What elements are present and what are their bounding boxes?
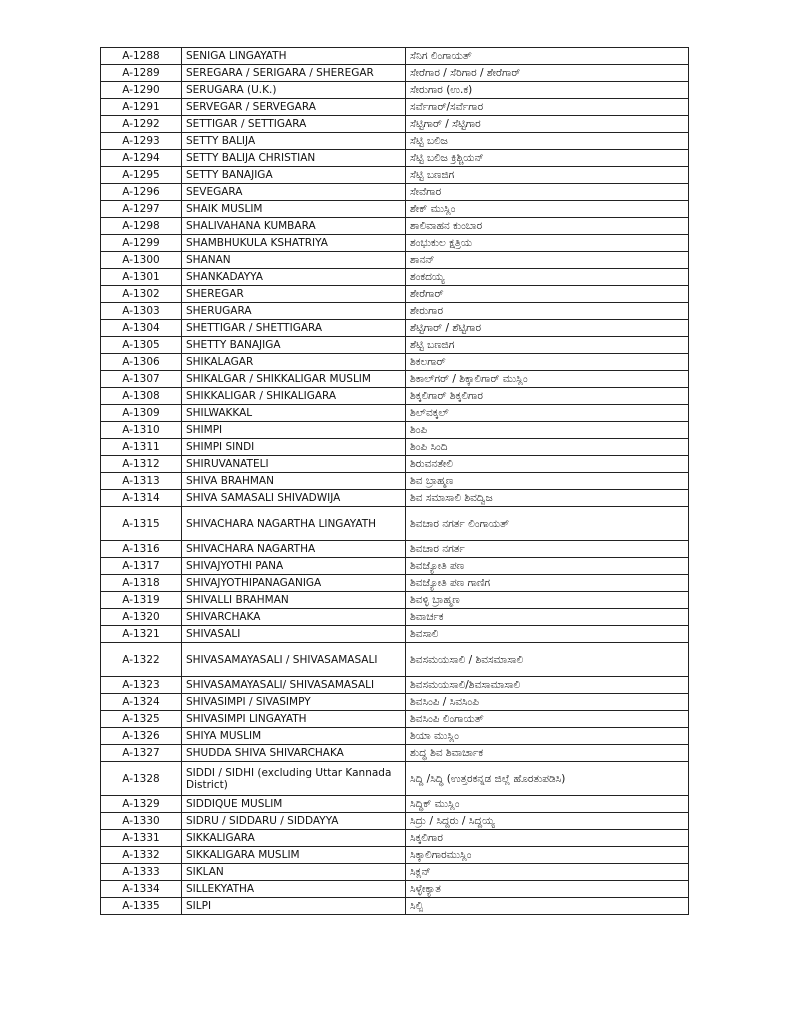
name-cell: SHANAN <box>182 252 406 269</box>
table-row <box>101 405 689 422</box>
kannada-name-cell: ಸೆಟ್ಟಿ ಬಣಜಿಗ <box>406 167 689 184</box>
code-cell: A-1299 <box>101 235 182 252</box>
kannada-name-cell: ಶಿಕ್ಕಲಿಗಾರ್ ಶಿಕ್ಕಲಿಗಾರ <box>406 388 689 405</box>
code-cell: A-1292 <box>101 116 182 133</box>
code-cell: A-1312 <box>101 456 182 473</box>
table-row <box>101 881 689 898</box>
kannada-name-cell: ಶಿಂಪಿ <box>406 422 689 439</box>
code-cell: A-1328 <box>101 762 182 796</box>
code-cell: A-1319 <box>101 592 182 609</box>
code-cell: A-1302 <box>101 286 182 303</box>
kannada-name-cell: ಶಿವಸಾಲಿ <box>406 626 689 643</box>
table-row <box>101 813 689 830</box>
kannada-name-cell: ಶುದ್ಧ ಶಿವ ಶಿವಾರ್ಚಾಕ <box>406 745 689 762</box>
code-cell: A-1314 <box>101 490 182 507</box>
code-cell: A-1327 <box>101 745 182 762</box>
code-cell: A-1334 <box>101 881 182 898</box>
name-cell: SHIMPI <box>182 422 406 439</box>
code-cell: A-1289 <box>101 65 182 82</box>
name-cell: SHIVASIMPI / SIVASIMPY <box>182 694 406 711</box>
kannada-name-cell: ಶೆಟ್ಟಿಗಾರ್ / ಶೆಟ್ಟಿಗಾರ <box>406 320 689 337</box>
name-cell: SIDDIQUE MUSLIM <box>182 796 406 813</box>
table-row <box>101 626 689 643</box>
name-cell: SERUGARA (U.K.) <box>182 82 406 99</box>
name-cell: SILPI <box>182 898 406 915</box>
table-row <box>101 184 689 201</box>
kannada-name-cell: ಶಿವಚಾರ ನಗರ್ತ ಲಿಂಗಾಯತ್ <box>406 507 689 541</box>
name-cell: SHIVASIMPI LINGAYATH <box>182 711 406 728</box>
code-cell: A-1290 <box>101 82 182 99</box>
table-row <box>101 728 689 745</box>
table-row <box>101 48 689 65</box>
code-cell: A-1303 <box>101 303 182 320</box>
name-cell: SHEREGAR <box>182 286 406 303</box>
name-cell: SHIRUVANATELI <box>182 456 406 473</box>
kannada-name-cell: ಶೇರೆಗಾರ್ <box>406 286 689 303</box>
name-cell: SHIVASAMAYASALI/ SHIVASAMASALI <box>182 677 406 694</box>
name-cell: SHIVACHARA NAGARTHA LINGAYATH <box>182 507 406 541</box>
table-row <box>101 558 689 575</box>
kannada-name-cell: ಸೆಟ್ಟಿ ಬಲಿಜ <box>406 133 689 150</box>
name-cell: SHETTIGAR / SHETTIGARA <box>182 320 406 337</box>
code-cell: A-1295 <box>101 167 182 184</box>
name-cell: SHIVACHARA NAGARTHA <box>182 541 406 558</box>
table-row <box>101 575 689 592</box>
table-row <box>101 201 689 218</box>
code-cell: A-1333 <box>101 864 182 881</box>
name-cell: SIDDI / SIDHI (excluding Uttar Kannada District) <box>182 762 406 796</box>
name-cell: SHIVARCHAKA <box>182 609 406 626</box>
code-cell: A-1300 <box>101 252 182 269</box>
name-cell: SHAIK MUSLIM <box>182 201 406 218</box>
table-row <box>101 592 689 609</box>
table-row <box>101 303 689 320</box>
kannada-name-cell: ಶೇಕ್ ಮುಸ್ಲಿಂ <box>406 201 689 218</box>
table-row <box>101 116 689 133</box>
name-cell: SHILWAKKAL <box>182 405 406 422</box>
name-cell: SHIVA SAMASALI SHIVADWIJA <box>182 490 406 507</box>
kannada-name-cell: ಸಿಳ್ಳೇಕ್ಯಾತ <box>406 881 689 898</box>
kannada-name-cell: ಸಿಕ್ಕಾಲಿಗಾರಮುಸ್ಲಿಂ <box>406 847 689 864</box>
table-row <box>101 320 689 337</box>
kannada-name-cell: ಸಿಲ್ಪಿ <box>406 898 689 915</box>
table-row <box>101 252 689 269</box>
kannada-name-cell: ಸೆನಿಗ ಲಿಂಗಾಯತ್ <box>406 48 689 65</box>
table-row <box>101 150 689 167</box>
code-cell: A-1297 <box>101 201 182 218</box>
code-cell: A-1332 <box>101 847 182 864</box>
kannada-name-cell: ಶಿವಸಿಂಪಿ / ಸಿವಸಿಂಪಿ <box>406 694 689 711</box>
kannada-name-cell: ಶಿವಳ್ಳಿ ಬ್ರಾಹ್ಮಣ <box>406 592 689 609</box>
code-cell: A-1324 <box>101 694 182 711</box>
name-cell: SHIVAJYOTHIPANAGANIGA <box>182 575 406 592</box>
name-cell: SILLEKYATHA <box>182 881 406 898</box>
code-cell: A-1307 <box>101 371 182 388</box>
kannada-name-cell: ಶಿವ ಬ್ರಾಹ್ಮಣ <box>406 473 689 490</box>
kannada-name-cell: ಸರ್ವೆಗಾರ್/ಸರ್ವೆಗಾರ <box>406 99 689 116</box>
name-cell: SHUDDA SHIVA SHIVARCHAKA <box>182 745 406 762</box>
kannada-name-cell: ಸಿದ್ಧಿಕ್ ಮುಸ್ಲಿಂ <box>406 796 689 813</box>
code-cell: A-1335 <box>101 898 182 915</box>
kannada-name-cell: ಶಾಲಿವಾಹನ ಕುಂಬಾರ <box>406 218 689 235</box>
kannada-name-cell: ಶಿವಜ್ಯೋತಿ ಪಣ ಗಾಣಿಗ <box>406 575 689 592</box>
kannada-name-cell: ಶಿಕಲಗಾರ್ <box>406 354 689 371</box>
kannada-name-cell: ಸೆಟ್ಟಿಗಾರ್ / ಸೆಟ್ಟಿಗಾರ <box>406 116 689 133</box>
name-cell: SIKKALIGARA <box>182 830 406 847</box>
name-cell: SHERUGARA <box>182 303 406 320</box>
table-row <box>101 235 689 252</box>
code-cell: A-1301 <box>101 269 182 286</box>
caste-list-table <box>100 47 689 915</box>
table-row <box>101 439 689 456</box>
name-cell: SETTY BALIJA CHRISTIAN <box>182 150 406 167</box>
table-row <box>101 388 689 405</box>
table-row <box>101 507 689 541</box>
kannada-name-cell: ಶಂಭುಕುಲ ಕ್ಷತ್ರಿಯ <box>406 235 689 252</box>
name-cell: SHIKALAGAR <box>182 354 406 371</box>
kannada-name-cell: ಶಾನನ್ <box>406 252 689 269</box>
table-row <box>101 847 689 864</box>
code-cell: A-1288 <box>101 48 182 65</box>
name-cell: SHIVAJYOTHI PANA <box>182 558 406 575</box>
code-cell: A-1322 <box>101 643 182 677</box>
table-row <box>101 762 689 796</box>
table-row <box>101 796 689 813</box>
kannada-name-cell: ಸೇರೆಗಾರ / ಸೆರಿಗಾರ / ಶೇರೆಗಾರ್ <box>406 65 689 82</box>
code-cell: A-1294 <box>101 150 182 167</box>
name-cell: SHIKKALIGAR / SHIKALIGARA <box>182 388 406 405</box>
code-cell: A-1323 <box>101 677 182 694</box>
table-row <box>101 99 689 116</box>
name-cell: SHALIVAHANA KUMBARA <box>182 218 406 235</box>
name-cell: SHAMBHUKULA KSHATRIYA <box>182 235 406 252</box>
kannada-name-cell: ಸೆಟ್ಟಿ ಬಲಿಜ ಕ್ರಿಶ್ಚಿಯನ್ <box>406 150 689 167</box>
table-row <box>101 473 689 490</box>
table-row <box>101 677 689 694</box>
table-row <box>101 286 689 303</box>
table-row <box>101 65 689 82</box>
kannada-name-cell: ಶಿವಚಾರ ನಗರ್ತ <box>406 541 689 558</box>
table-row <box>101 643 689 677</box>
name-cell: SETTY BALIJA <box>182 133 406 150</box>
name-cell: SHANKADAYYA <box>182 269 406 286</box>
kannada-name-cell: ಶಿವಾರ್ಚಕ <box>406 609 689 626</box>
kannada-name-cell: ಸೇವೆಗಾರ <box>406 184 689 201</box>
name-cell: SIKKALIGARA MUSLIM <box>182 847 406 864</box>
kannada-name-cell: ಶಿವಸಮಯಸಾಲಿ/ಶಿವಸಾಮಾಸಾಲಿ <box>406 677 689 694</box>
name-cell: SHIVASAMAYASALI / SHIVASAMASALI <box>182 643 406 677</box>
kannada-name-cell: ಸೇರುಗಾರ (ಉ.ಕ) <box>406 82 689 99</box>
code-cell: A-1321 <box>101 626 182 643</box>
code-cell: A-1317 <box>101 558 182 575</box>
kannada-name-cell: ಶಿರುವನತೇಲಿ <box>406 456 689 473</box>
name-cell: SHIMPI SINDI <box>182 439 406 456</box>
kannada-name-cell: ಶಿಕಾಲ್‌ಗರ್ / ಶಿಕ್ಕಾಲಿಗಾರ್ ಮುಸ್ಲಿಂ <box>406 371 689 388</box>
table-row <box>101 745 689 762</box>
table-row <box>101 609 689 626</box>
code-cell: A-1305 <box>101 337 182 354</box>
name-cell: SHIVA BRAHMAN <box>182 473 406 490</box>
name-cell: SETTY BANAJIGA <box>182 167 406 184</box>
table-row <box>101 864 689 881</box>
kannada-name-cell: ಶಿವಜ್ಯೋತಿ ಪಣ <box>406 558 689 575</box>
table-row <box>101 711 689 728</box>
table-row <box>101 371 689 388</box>
kannada-name-cell: ಶೆಟ್ಟಿ ಬಣಜಿಗ <box>406 337 689 354</box>
code-cell: A-1291 <box>101 99 182 116</box>
kannada-name-cell: ಶಿಂಪಿ ಸಿಂದಿ <box>406 439 689 456</box>
table-row <box>101 269 689 286</box>
code-cell: A-1331 <box>101 830 182 847</box>
code-cell: A-1326 <box>101 728 182 745</box>
table-row <box>101 830 689 847</box>
code-cell: A-1296 <box>101 184 182 201</box>
table-row <box>101 167 689 184</box>
name-cell: SERVEGAR / SERVEGARA <box>182 99 406 116</box>
code-cell: A-1311 <box>101 439 182 456</box>
kannada-name-cell: ಶಿವಸಮಯಸಾಲಿ / ಶಿವಸಮಾಸಾಲಿ <box>406 643 689 677</box>
code-cell: A-1318 <box>101 575 182 592</box>
table-row <box>101 456 689 473</box>
table-row <box>101 133 689 150</box>
kannada-name-cell: ಸಿಕ್ಲನ್ <box>406 864 689 881</box>
name-cell: SEVEGARA <box>182 184 406 201</box>
code-cell: A-1308 <box>101 388 182 405</box>
kannada-name-cell: ಶಿವ ಸಮಾಸಾಲಿ ಶಿವದ್ವಿಜ <box>406 490 689 507</box>
code-cell: A-1330 <box>101 813 182 830</box>
name-cell: SETTIGAR / SETTIGARA <box>182 116 406 133</box>
code-cell: A-1325 <box>101 711 182 728</box>
code-cell: A-1310 <box>101 422 182 439</box>
kannada-name-cell: ಸಿಕ್ಕಲಿಗಾರ <box>406 830 689 847</box>
name-cell: SHIVALLI BRAHMAN <box>182 592 406 609</box>
code-cell: A-1306 <box>101 354 182 371</box>
code-cell: A-1293 <box>101 133 182 150</box>
code-cell: A-1316 <box>101 541 182 558</box>
code-cell: A-1313 <box>101 473 182 490</box>
table-row <box>101 218 689 235</box>
code-cell: A-1329 <box>101 796 182 813</box>
name-cell: SENIGA LINGAYATH <box>182 48 406 65</box>
kannada-name-cell: ಶೇರುಗಾರ <box>406 303 689 320</box>
name-cell: SIKLAN <box>182 864 406 881</box>
code-cell: A-1315 <box>101 507 182 541</box>
table-row <box>101 82 689 99</box>
table-row <box>101 337 689 354</box>
table-row <box>101 898 689 915</box>
table-row <box>101 354 689 371</box>
name-cell: SEREGARA / SERIGARA / SHEREGAR <box>182 65 406 82</box>
table-row <box>101 490 689 507</box>
kannada-name-cell: ಶಿಲ್‌ವಕ್ಕಲ್ <box>406 405 689 422</box>
name-cell: SHIYA MUSLIM <box>182 728 406 745</box>
kannada-name-cell: ಶಿವಸಿಂಪಿ ಲಿಂಗಾಯತ್ <box>406 711 689 728</box>
caste-list-body <box>101 48 689 915</box>
kannada-name-cell: ಸಿದ್ದಿ /ಸಿದ್ಧಿ (ಉತ್ತರಕನ್ನಡ ಜಿಲ್ಲೆ ಹೊರತುಪಡಿಸಿ) <box>406 762 689 796</box>
table-row <box>101 422 689 439</box>
code-cell: A-1309 <box>101 405 182 422</box>
name-cell: SHIVASALI <box>182 626 406 643</box>
table-row <box>101 694 689 711</box>
code-cell: A-1298 <box>101 218 182 235</box>
code-cell: A-1320 <box>101 609 182 626</box>
kannada-name-cell: ಶಂಕದಯ್ಯ <box>406 269 689 286</box>
code-cell: A-1304 <box>101 320 182 337</box>
table-row <box>101 541 689 558</box>
kannada-name-cell: ಶಿಯಾ ಮುಸ್ಲಿಂ <box>406 728 689 745</box>
name-cell: SIDRU / SIDDARU / SIDDAYYA <box>182 813 406 830</box>
kannada-name-cell: ಸಿದ್ರು / ಸಿದ್ದರು / ಸಿದ್ದಯ್ಯ <box>406 813 689 830</box>
name-cell: SHIKALGAR / SHIKKALIGAR MUSLIM <box>182 371 406 388</box>
name-cell: SHETTY BANAJIGA <box>182 337 406 354</box>
